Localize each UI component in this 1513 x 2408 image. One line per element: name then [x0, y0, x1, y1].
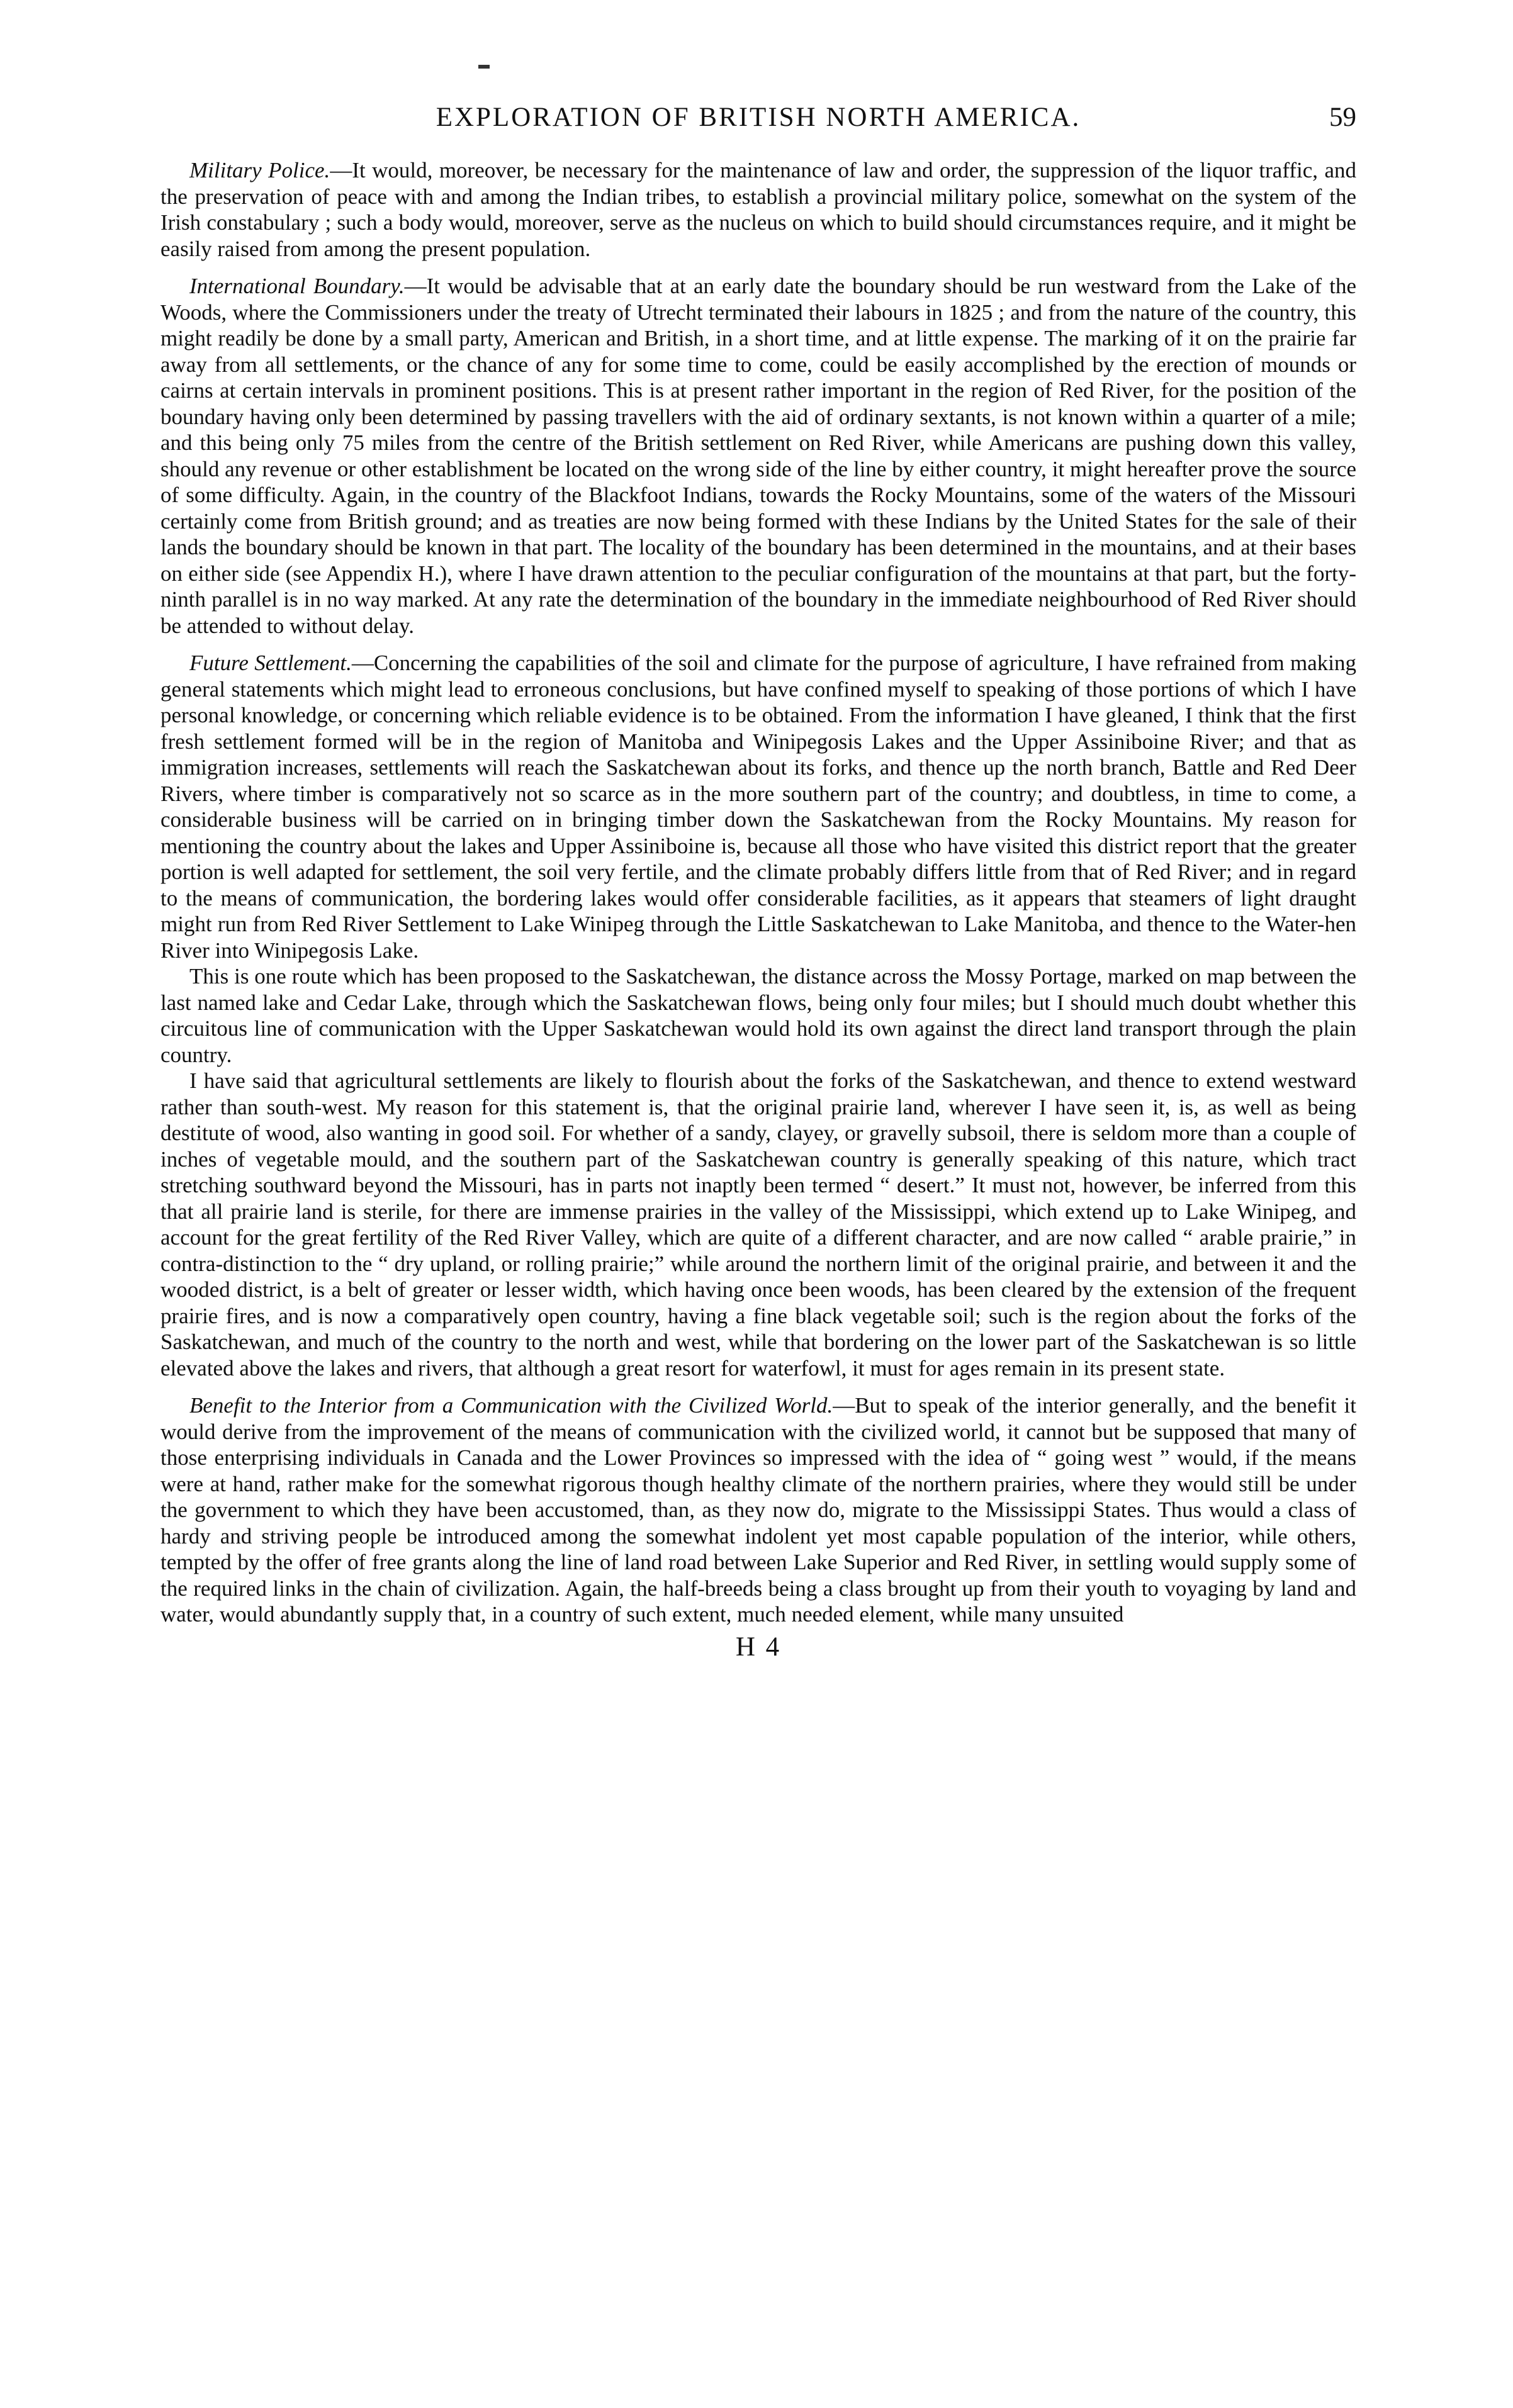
paragraph-text: —But to speak of the interior generally, and the benefit it would derive from the improvement of the means of communication with the civilized world, it cannot but be supposed that many of those enterprising individuals in Canada and the Lower Provinces so impressed with the idea of “ going west ” would, if the means were at hand, rather make for the somewhat rigorous though healthy climate of the northern prairies, where they would still be under the government to which they have been accustomed, than, as they now do, migrate to the Mississippi States. Thus would a class of hardy and striving people be introduced among the somewhat indolent yet most capable population of the interior, while others, tempted by the offer of free grants along the line of land road between Lake Superior and Red River, in settling would supply some of the required links in the chain of civilization. Again, the half-breeds being a class brought up from their youth to voyaging by land and water, would abundantly supply that, in a country of such extent, much needed element, while many unsuited [160, 1393, 1356, 1627]
paragraph-text: I have said that agricultural settlements are likely to flourish about the forks of the Saskatchewan, and thence to extend westward rather than south-west. My reason for this statement is, that the original prairie land, wherever I have seen it, is, as well as being destitute of wood, also wanting in good soil. For whether of a sandy, clayey, or gravelly subsoil, there is seldom more than a couple of inches of vegetable mould, and the southern part of the Saskatchewan country is generally speaking of this nature, which tract stretching southward beyond the Missouri, has in parts not inaptly been termed “ desert.” It must not, however, be inferred from this that all prairie land is sterile, for there are immense prairies in the valley of the Mississippi, which extend up to Lake Winipeg, and account for the great fertility of the Red River Valley, which are quite of a different character, and are now called “ arable prairie,” in contra-distinction to the “ dry upland, or rolling prairie;” while around the northern limit of the original prairie, and between it and the wooded district, is a belt of greater or lesser width, which having once been woods, has been cleared by the extension of the frequent prairie fires, and is now a comparatively open country, having a fine black vegetable soil; such is the region about the forks of the Saskatchewan, and much of the country to the north and west, while that bordering on the lower part of the Saskatchewan is so little elevated above the lakes and rivers, that although a great resort for waterfowl, it must for ages remain in its present state. [160, 1068, 1356, 1380]
paragraph-heading: Benefit to the Interior from a Communication with the Civilized World. [189, 1393, 833, 1418]
paragraph-text: —It would, moreover, be necessary for the maintenance of law and order, the suppression of the liquor traffic, and the preservation of peace with and among the Indian tribes, to establish a provincial military police, somewhat on the system of the Irish constabulary ; such a body would, moreover, serve as the nucleus on which to build should circumstances require, and it might be easily raised from among the present population. [160, 158, 1356, 261]
paragraph-heading: International Boundary. [189, 274, 405, 298]
paragraph-benefit-to-interior [160, 1392, 1356, 1628]
running-head-title: EXPLORATION OF BRITISH NORTH AMERICA. [436, 103, 1081, 132]
paragraph-text: This is one route which has been proposed to the Saskatchewan, the distance across the Mossy Portage, marked on map between the last named lake and Cedar Lake, through which the Saskatchewan flows, being only four miles; but I should much doubt whether this circuitous line of communication with the Upper Saskatchewan would hold its own against the direct land transport through the plain country. [160, 964, 1356, 1067]
paragraph-text: —Concerning the capabilities of the soil and climate for the purpose of agriculture, I have refrained from making general statements which might lead to erroneous conclusions, but have confined myself to speaking of those portions of which I have personal knowledge, or concerning which reliable evidence is to be obtained. From the information I have gleaned, I think that the first fresh settlement formed will be in the region of Manitoba and Winipegosis Lakes and the Upper Assiniboine River; and that as immigration increases, settlements will reach the Saskatchewan about its forks, and thence up the north branch, Battle and Red Deer Rivers, where timber is comparatively not so scarce as in the more southern part of the country; and doubtless, in time to come, a considerable business will be carried on in bringing timber down the Saskatchewan from the Rocky Mountains. My reason for mentioning the country about the lakes and Upper Assiniboine is, because all those who have visited this district report that the greater portion is well adapted for settlement, the soil very fertile, and the climate probably differs little from that of Red River; and in regard to the means of communication, the bordering lakes would offer considerable facilities, as it appears that steamers of light draught might run from Red River Settlement to Lake Winipeg through the Little Saskatchewan to Lake Manitoba, and thence to the Water-hen River into Winipegosis Lake. [160, 651, 1356, 963]
page [160, 94, 1356, 1662]
paragraph-military-police [160, 157, 1356, 262]
running-head [160, 94, 1356, 145]
paragraph-agricultural-settlements [160, 1068, 1356, 1381]
paragraph-route [160, 963, 1356, 1068]
paragraph-international-boundary [160, 273, 1356, 639]
signature-mark: H 4 [735, 1632, 782, 1662]
paragraph-heading: Future Settlement. [189, 651, 352, 675]
paragraph-text: —It would be advisable that at an early date the boundary should be run westward from the Lake of the Woods, where the Commissioners under the treaty of Utrecht terminated their labours in 1825 ; and from the nature of the country, this might readily be done by a small party, American and British, in a short time, and at little expense. The marking of it on the prairie far away from all settlements, or the chance of any for some time to come, could be easily accomplished by the erection of mounds or cairns at certain intervals in prominent positions. This is at present rather important in the region of Red River, for the position of the boundary having only been determined by passing travellers with the aid of ordinary sextants, is not known within a quarter of a mile; and this being only 75 miles from the centre of the British settlement on Red River, while Americans are pushing down this valley, should any revenue or other establishment be located on the wrong side of the line by either country, it might hereafter prove the source of some difficulty. Again, in the country of the Blackfoot Indians, towards the Rocky Mountains, some of the waters of the Missouri certainly come from British ground; and as treaties are now being formed with these Indians by the United States for the sale of their lands the boundary should be known in that part. The locality of the boundary has been determined in the mountains, and at their bases on either side (see Appendix H.), where I have drawn attention to the peculiar configuration of the mountains at that part, but the forty-ninth parallel is in no way marked. At any rate the determination of the boundary in the immediate neighbourhood of Red River should be attended to without delay. [160, 274, 1356, 638]
print-mark [478, 65, 490, 69]
page-number: 59 [1329, 103, 1356, 132]
paragraph-future-settlement [160, 650, 1356, 963]
paragraph-heading: Military Police. [189, 158, 330, 182]
